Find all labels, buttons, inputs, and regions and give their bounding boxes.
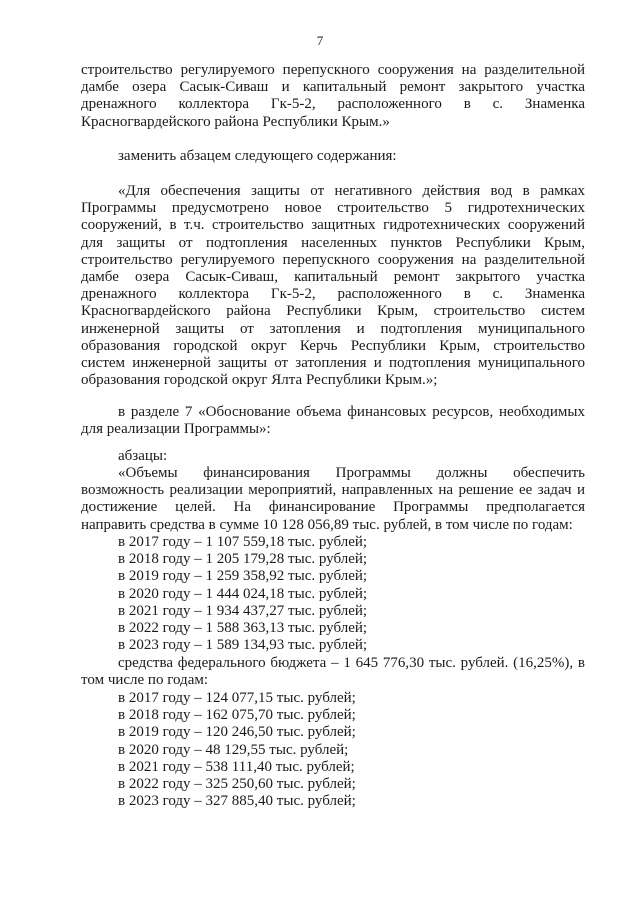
list-item: в 2021 году – 538 111,40 тыс. рублей;: [118, 758, 355, 775]
list-item: в 2018 году – 1 205 179,28 тыс. рублей;: [118, 551, 368, 568]
text-line: «Объемы финансирования Программы должны обеспечить: [118, 465, 585, 481]
text-line: для реализации Программы»:: [81, 421, 271, 438]
text-line: для защиты от подтопления населенных пунктов Республики Крым,: [81, 234, 585, 251]
text-line: сооружений, в т.ч. строительство защитных гидротехнических сооружений: [81, 217, 585, 234]
text-line: возможность реализации мероприятий, направленных на решение ее задач и: [81, 482, 585, 499]
years-federal-list: [81, 690, 585, 810]
years-total-list: [81, 534, 585, 654]
text-line: средства федерального бюджета – 1 645 776,30 тыс. рублей. (16,25%), в: [118, 655, 585, 671]
text-line: систем инженерной защиты от затопления и подтопления муниципального: [81, 355, 585, 372]
section-reference: [81, 404, 585, 438]
text-line: в разделе 7 «Обоснование объема финансовых ресурсов, необходимых: [118, 404, 585, 420]
list-item: в 2019 году – 1 259 358,92 тыс. рублей;: [118, 568, 368, 585]
list-item: в 2018 году – 162 075,70 тыс. рублей;: [118, 707, 356, 724]
replace-instruction: [81, 148, 585, 165]
list-item: в 2020 году – 48 129,55 тыс. рублей;: [118, 741, 349, 758]
text-line: образования городской округ Ялта Республики Крым.»;: [81, 372, 438, 389]
list-item: в 2023 году – 327 885,40 тыс. рублей;: [118, 793, 356, 810]
page-number: 7: [316, 33, 324, 48]
list-item: в 2017 году – 124 077,15 тыс. рублей;: [118, 690, 356, 706]
new-paragraph: [81, 183, 585, 389]
list-item: в 2020 году – 1 444 024,18 тыс. рублей;: [118, 585, 368, 602]
list-item: в 2022 году – 1 588 363,13 тыс. рублей;: [118, 620, 368, 637]
list-item: в 2021 году – 1 934 437,27 тыс. рублей;: [118, 602, 368, 619]
text-line: «Для обеспечения защиты от негативного действия вод в рамках: [118, 183, 585, 199]
federal-budget-paragraph: [81, 655, 585, 689]
text-line: дренажного коллектора Гк-5-2, расположенного в с. Знаменка: [81, 286, 585, 303]
text-line: Красногвардейского района Республики Крым, строительство систем: [81, 303, 585, 320]
text-line: достижение целей. На финансирование Программы предполагается: [81, 499, 585, 516]
list-item: в 2022 году – 325 250,60 тыс. рублей;: [118, 776, 356, 793]
text-line: дренажного коллектора Гк-5-2, расположенного в с. Знаменка: [81, 96, 585, 113]
list-item: в 2017 году – 1 107 559,18 тыс. рублей;: [118, 534, 368, 550]
text-line: направить средства в сумме 10 128 056,89 тыс. рублей, в том числе по годам:: [81, 516, 573, 533]
text-line: абзацы:: [118, 448, 168, 464]
funding-paragraph: [81, 465, 585, 534]
list-item: в 2023 году – 1 589 134,93 тыс. рублей;: [118, 637, 368, 654]
text-line: строительство регулируемого перепускного сооружения на разделительной: [81, 251, 585, 268]
text-line: образования городской округ Керчь Республики Крым, строительство: [81, 337, 585, 354]
text-line: строительство регулируемого перепускного сооружения на разделительной: [81, 62, 585, 78]
text-line: дамбе озера Сасык-Сиваш и капитальный ремонт закрытого участка: [81, 79, 585, 96]
paragraph-continuation: [81, 62, 585, 131]
abzacy-label: [81, 448, 585, 465]
text-line: дамбе озера Сасык-Сиваш, капитальный ремонт закрытого участка: [81, 269, 585, 286]
text-line: том числе по годам:: [81, 672, 209, 689]
text-line: Красногвардейского района Республики Крым.»: [81, 113, 390, 130]
text-line: заменить абзацем следующего содержания:: [118, 148, 397, 164]
text-line: Программы предусмотрено новое строительство 5 гидротехнических: [81, 200, 585, 217]
list-item: в 2019 году – 120 246,50 тыс. рублей;: [118, 724, 356, 741]
text-line: инженерной защиты от затопления и подтопления муниципального: [81, 320, 585, 337]
